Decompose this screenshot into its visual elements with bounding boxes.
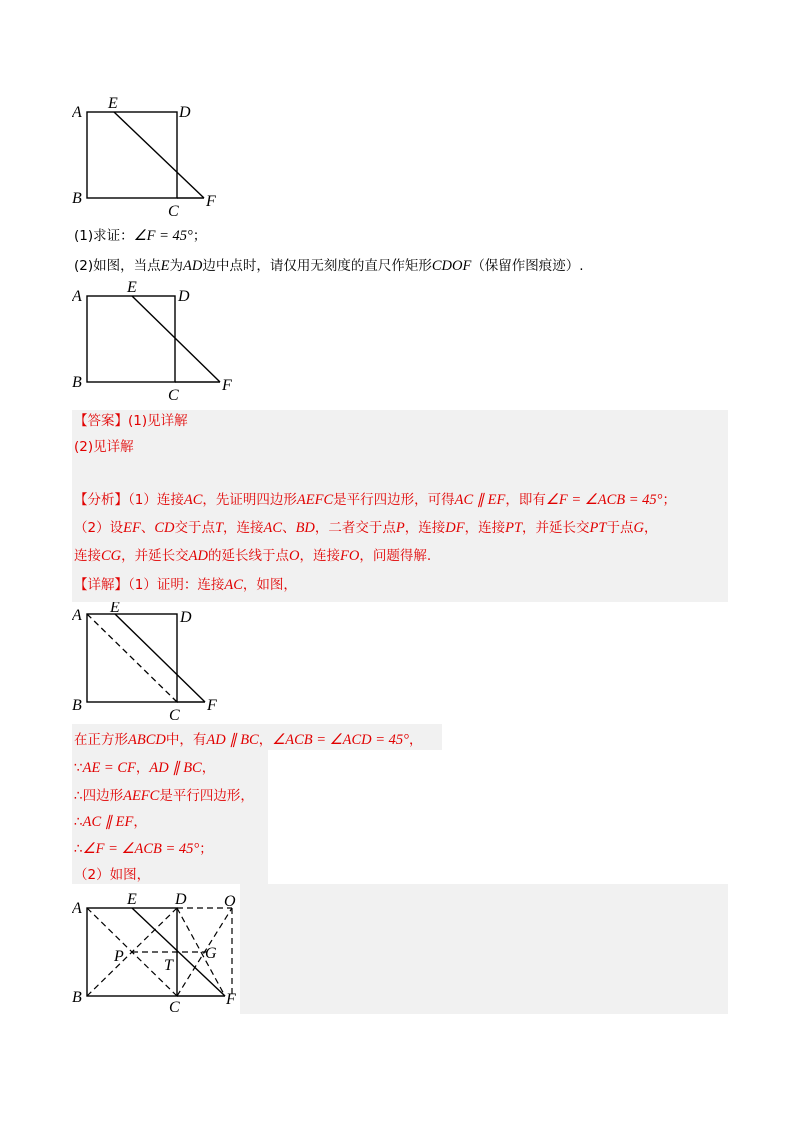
label-F: F [207,697,217,714]
answer-line-1: 【答案】(1)见详解 [74,413,188,429]
label-G: G [205,945,217,962]
figure-1 [72,94,222,218]
detail-intro: 【详解】（1）证明：连接AC，如图， [74,577,297,593]
label-D: D [179,104,191,121]
label-C: C [168,203,179,218]
label-A: A [72,607,82,624]
figure-4 [72,888,240,1014]
label-O: O [224,893,236,910]
label-A: A [72,288,82,305]
proof-line-4: ∴AC ∥ EF， [74,814,147,830]
label-B: B [72,374,82,391]
label-B: B [72,989,82,1006]
label-T: T [164,957,173,974]
analysis-line-2: （2）设EF、CD交于点T，连接AC、BD，二者交于点P，连接DF，连接PT，并延长交PT于点G， [74,520,658,536]
analysis-line-3: 连接CG，并延长交AD的延长线于点O，连接FO，问题得解. [74,548,432,564]
proof-line-2: ∵AE = CF，AD ∥ BC， [74,760,216,776]
label-C: C [168,387,179,402]
label-B: B [72,190,82,207]
label-D: D [175,891,187,908]
proof-line-6: （2）如图， [74,867,151,883]
label-E: E [127,279,137,296]
label-D: D [180,609,192,626]
label-P: P [114,948,124,965]
label-D: D [178,288,190,305]
label-E: E [127,891,137,908]
proof-line-3: ∴四边形AEFC是平行四边形， [74,788,254,804]
label-A: A [72,900,82,917]
question-2: (2)如图，当点E为AD边中点时，请仅用无刻度的直尺作矩形CDOF（保留作图痕迹）. [74,258,584,274]
label-C: C [169,999,180,1014]
label-C: C [169,707,180,724]
answer-line-2: (2)见详解 [74,439,134,455]
figure-4-background [240,884,728,1014]
proof-line-1: 在正方形ABCD中，有AD ∥ BC，∠ACB = ∠ACD = 45°， [74,732,423,748]
label-F: F [222,377,232,394]
question-1: (1)求证：∠F = 45°； [74,228,207,244]
label-B: B [72,697,82,714]
label-E: E [110,602,120,616]
label-F: F [206,193,216,210]
label-E: E [108,95,118,112]
analysis-line-1: 【分析】（1）连接AC，先证明四边形AEFC是平行四边形，可得AC ∥ EF，即有∠F = ∠ACB = 45°； [74,492,676,508]
figure-3 [72,602,222,724]
label-A: A [72,104,82,121]
figure-2 [72,278,232,402]
proof-line-5: ∴∠F = ∠ACB = 45°； [74,841,213,857]
label-F: F [226,991,236,1008]
